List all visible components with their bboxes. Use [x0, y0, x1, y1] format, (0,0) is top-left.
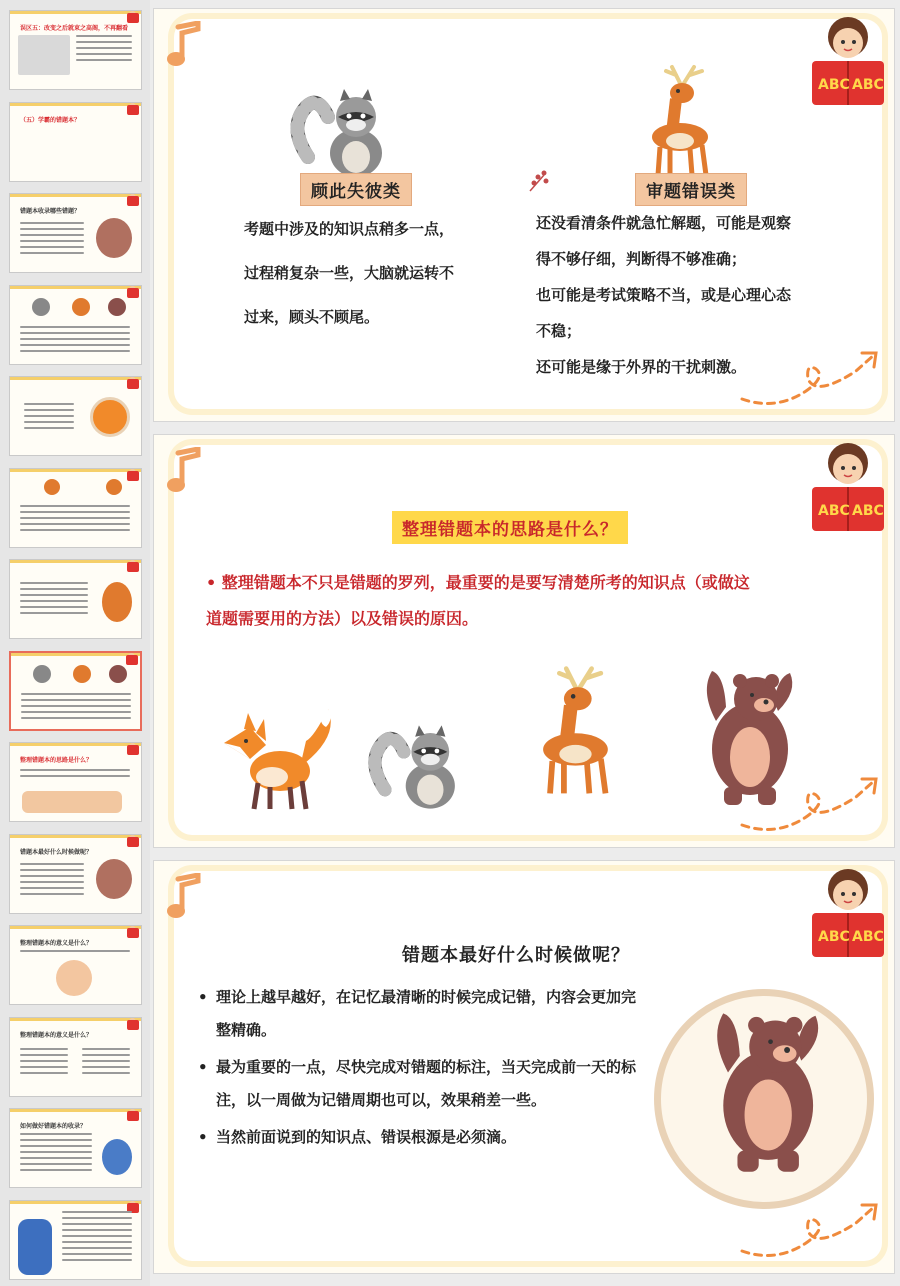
thumb-text-line: [20, 582, 88, 584]
deer-icon: [632, 63, 722, 179]
thumb-text-line: [62, 1235, 132, 1237]
thumb-text-line: [82, 1048, 130, 1050]
book-icon: [127, 379, 139, 389]
girl-reading-abc-icon: [806, 15, 890, 115]
thumb-top-bar: [10, 469, 141, 472]
svg-text:ABC: ABC: [852, 77, 884, 93]
thumb-text-line: [20, 588, 88, 590]
slide-thumbnail[interactable]: [9, 376, 142, 456]
careless-line-3: 过来，顾头不顾尾。: [244, 308, 380, 326]
list-item: • 当然前面说到的知识点、错误根源是必须滴。: [196, 1121, 646, 1154]
thumb-text-line: [20, 863, 84, 865]
man-icon: [18, 1219, 52, 1275]
misreading-line-5: 还可能是缘于外界的干扰刺激。: [536, 358, 747, 376]
thumb-text-line: [20, 881, 84, 883]
raccoon-icon: [366, 721, 470, 813]
thumb-title: 误区五：改变之后就束之高阁，不再翻看: [20, 25, 129, 32]
careless-line-1: 考题中涉及的知识点稍多一点，: [244, 220, 455, 238]
berry-sprig-icon: [526, 169, 552, 195]
slide-thumbnail[interactable]: [9, 10, 142, 90]
thumb-top-bar: [10, 103, 141, 106]
book-icon: [127, 288, 139, 298]
thumb-top-bar: [11, 653, 140, 656]
bear-icon: [96, 218, 132, 258]
thumb-text-line: [82, 1060, 130, 1062]
deer-icon: [73, 665, 91, 683]
slide-thumbnail[interactable]: [9, 651, 142, 731]
misreading-line-3: 也可能是考试策略不当，或是心理心态: [536, 286, 792, 304]
thumb-text-line: [20, 1151, 92, 1153]
thumb-text-line: [21, 705, 131, 707]
list-item: • 理论上越早越好，在记忆最清晰的时候完成记错，内容会更加完整精确。: [196, 981, 646, 1047]
thumb-title: （五）学霸的错题本？: [20, 116, 81, 124]
thumb-text-line: [82, 1054, 130, 1056]
slide-title: 整理错题本的思路是什么？: [392, 511, 628, 544]
thumb-text-line: [24, 421, 74, 423]
label-misreading-type: 审题错误类: [635, 173, 747, 206]
thumb-text-line: [82, 1066, 130, 1068]
thumb-text-line: [20, 600, 88, 602]
thumb-text-line: [82, 1072, 130, 1074]
thumb-text-line: [20, 350, 130, 352]
list-item: • 最为重要的一点，尽快完成对错题的标注，当天完成前一天的标注，以一周做为记错周期也可以，效果稍差一些。: [196, 1051, 646, 1117]
slide-timing[interactable]: [153, 860, 895, 1274]
thumb-text-line: [20, 228, 84, 230]
bear-icon: [702, 1001, 832, 1177]
slide-thumbnail[interactable]: [9, 102, 142, 182]
slide-thumbnail[interactable]: [9, 1017, 142, 1097]
thumb-text-line: [20, 950, 130, 952]
deer-icon: [72, 298, 90, 316]
thumb-title: 整理错题本的思路是什么？: [20, 757, 93, 764]
thumb-text-line: [24, 409, 74, 411]
thumb-text-line: [20, 338, 130, 340]
thumb-text-line: [20, 240, 84, 242]
thumb-text-line: [21, 717, 131, 719]
thumb-text-line: [20, 1163, 92, 1165]
svg-text:ABC: ABC: [852, 503, 884, 519]
slide-thumbnail[interactable]: [9, 834, 142, 914]
thumb-text-line: [20, 529, 130, 531]
thumb-text-line: [76, 41, 132, 43]
thumb-text-line: [20, 1157, 92, 1159]
slide-thumbnail-rail[interactable]: [0, 0, 150, 1286]
raccoon-icon: [32, 298, 50, 316]
thumb-text-line: [20, 875, 84, 877]
fox-icon: [210, 697, 344, 815]
slide-thumbnail[interactable]: [9, 468, 142, 548]
kid-icon: [102, 1139, 132, 1175]
bear-icon: [109, 665, 127, 683]
svg-text:ABC: ABC: [818, 503, 850, 519]
slide-error-types[interactable]: [153, 8, 895, 422]
thumb-top-bar: [10, 560, 141, 563]
thumb-text-line: [62, 1241, 132, 1243]
thumb-text-line: [20, 1169, 92, 1171]
book-icon: [127, 1020, 139, 1030]
raccoon-icon: [288, 87, 398, 179]
thumb-text-line: [20, 1060, 68, 1062]
slide-thumbnail[interactable]: [9, 925, 142, 1005]
thumb-text-line: [62, 1253, 132, 1255]
thumb-top-bar: [10, 11, 141, 14]
slide-title: 错题本最好什么时候做呢？: [402, 945, 630, 966]
thumb-text-line: [20, 1139, 92, 1141]
deer-icon: [520, 649, 624, 813]
thumb-top-bar: [10, 377, 141, 380]
raccoon-icon: [33, 665, 51, 683]
book-icon: [126, 655, 138, 665]
slide-thumbnail[interactable]: [9, 1108, 142, 1188]
thumb-text-line: [21, 693, 131, 695]
book-icon: [127, 471, 139, 481]
slide-thumbnail[interactable]: [9, 742, 142, 822]
thumb-top-bar: [10, 926, 141, 929]
label-careless-type: 顾此失彼类: [300, 173, 412, 206]
thumb-text-line: [76, 59, 132, 61]
thumb-text-line: [20, 869, 84, 871]
girl-reading-abc-icon: [806, 441, 890, 541]
book-icon: [127, 13, 139, 23]
svg-text:ABC: ABC: [818, 77, 850, 93]
thumb-text-line: [24, 415, 74, 417]
thumb-text-line: [20, 326, 130, 328]
book-icon: [127, 928, 139, 938]
thumb-text-line: [20, 246, 84, 248]
timing-list: [196, 981, 646, 1158]
slide-organizing-approach[interactable]: [153, 434, 895, 848]
thumb-text-line: [20, 1054, 68, 1056]
thumb-text-line: [62, 1211, 132, 1213]
thumb-text-line: [20, 505, 130, 507]
thumb-text-line: [24, 403, 74, 405]
thumb-text-line: [20, 1145, 92, 1147]
fox-icon: [90, 397, 130, 437]
dashed-arrow-icon: [736, 1193, 886, 1263]
thumb-text-line: [20, 887, 84, 889]
thumb-text-line: [21, 699, 131, 701]
slide-thumbnail[interactable]: [9, 285, 142, 365]
misreading-line-4: 不稳；: [536, 322, 582, 340]
book-icon: [127, 562, 139, 572]
thumb-title: 如何做好错题本的收录？: [20, 1123, 87, 1130]
thumb-title: 错题本最好什么时候做呢？: [20, 848, 93, 856]
thumb-text-line: [21, 711, 131, 713]
thumb-text-line: [62, 1259, 132, 1261]
dashed-arrow-icon: [736, 341, 886, 411]
slide-thumbnail[interactable]: [9, 559, 142, 639]
svg-text:ABC: ABC: [818, 929, 850, 945]
thumb-text-line: [20, 222, 84, 224]
misreading-line-1: 还没看清条件就急忙解题，可能是观察: [536, 214, 792, 232]
slide-canvas: [150, 0, 900, 1286]
thumb-text-line: [20, 1048, 68, 1050]
book-icon: [127, 837, 139, 847]
thumb-text-line: [62, 1223, 132, 1225]
deer-icon: [44, 479, 60, 495]
approach-bullet: [206, 565, 846, 637]
approach-line-1: • 整理错题本不只是错题的罗列，最重要的是要写清楚所考的知识点（或做这: [206, 573, 750, 592]
bear-icon: [108, 298, 126, 316]
careless-line-2: 过程稍复杂一些，大脑就运转不: [244, 264, 455, 282]
music-note-icon: [164, 21, 204, 71]
thumb-title: 整理错题本的意义是什么？: [20, 940, 93, 947]
cycle-diagram: [56, 960, 92, 996]
slide-thumbnail[interactable]: [9, 1200, 142, 1280]
thumb-top-bar: [10, 286, 141, 289]
animal-row: [22, 791, 122, 813]
thumb-top-bar: [10, 1018, 141, 1021]
thumb-text-line: [20, 594, 88, 596]
thumb-title: 整理错题本的意义是什么？: [20, 1031, 93, 1039]
thumb-text-line: [20, 523, 130, 525]
thumb-text-line: [76, 53, 132, 55]
thumb-text-line: [20, 775, 130, 777]
thumb-text-line: [20, 332, 130, 334]
thumb-top-bar: [10, 743, 141, 746]
thumb-text-line: [20, 612, 88, 614]
thumb-top-bar: [10, 1109, 141, 1112]
music-note-icon: [164, 873, 204, 923]
approach-line-2: 道题需要用的方法）以及错误的原因。: [206, 609, 479, 628]
careless-description: [244, 211, 514, 335]
thumb-text-line: [62, 1217, 132, 1219]
thumb-text-line: [20, 606, 88, 608]
thumb-text-line: [20, 1066, 68, 1068]
thumb-text-line: [62, 1247, 132, 1249]
book-icon: [127, 745, 139, 755]
deer-icon: [106, 479, 122, 495]
thumb-text-line: [20, 252, 84, 254]
thumb-top-bar: [10, 1201, 141, 1204]
slide-thumbnail[interactable]: [9, 193, 142, 273]
thumb-text-line: [76, 35, 132, 37]
book-icon: [127, 196, 139, 206]
thumb-text-line: [20, 511, 130, 513]
thumb-top-bar: [10, 835, 141, 838]
thumb-text-line: [62, 1229, 132, 1231]
girl-reading-abc-icon: [806, 867, 890, 967]
thumb-text-line: [20, 234, 84, 236]
bear-icon: [96, 859, 132, 899]
thumb-text-line: [20, 893, 84, 895]
thumb-text-line: [20, 1133, 92, 1135]
thumb-title: 错题本收录哪些错题？: [20, 208, 81, 215]
book-icon: [127, 1111, 139, 1121]
thumb-text-line: [20, 517, 130, 519]
thumb-text-line: [76, 47, 132, 49]
thumb-top-bar: [10, 194, 141, 197]
thumb-chart: [18, 35, 70, 75]
thumb-text-line: [20, 344, 130, 346]
thumb-text-line: [20, 769, 130, 771]
book-icon: [127, 105, 139, 115]
deer-icon: [102, 582, 132, 622]
misreading-line-2: 得不够仔细，判断得不够准确；: [536, 250, 747, 268]
music-note-icon: [164, 447, 204, 497]
thumb-text-line: [24, 427, 74, 429]
thumb-text-line: [20, 1072, 68, 1074]
svg-text:ABC: ABC: [852, 929, 884, 945]
dashed-arrow-icon: [736, 767, 886, 837]
